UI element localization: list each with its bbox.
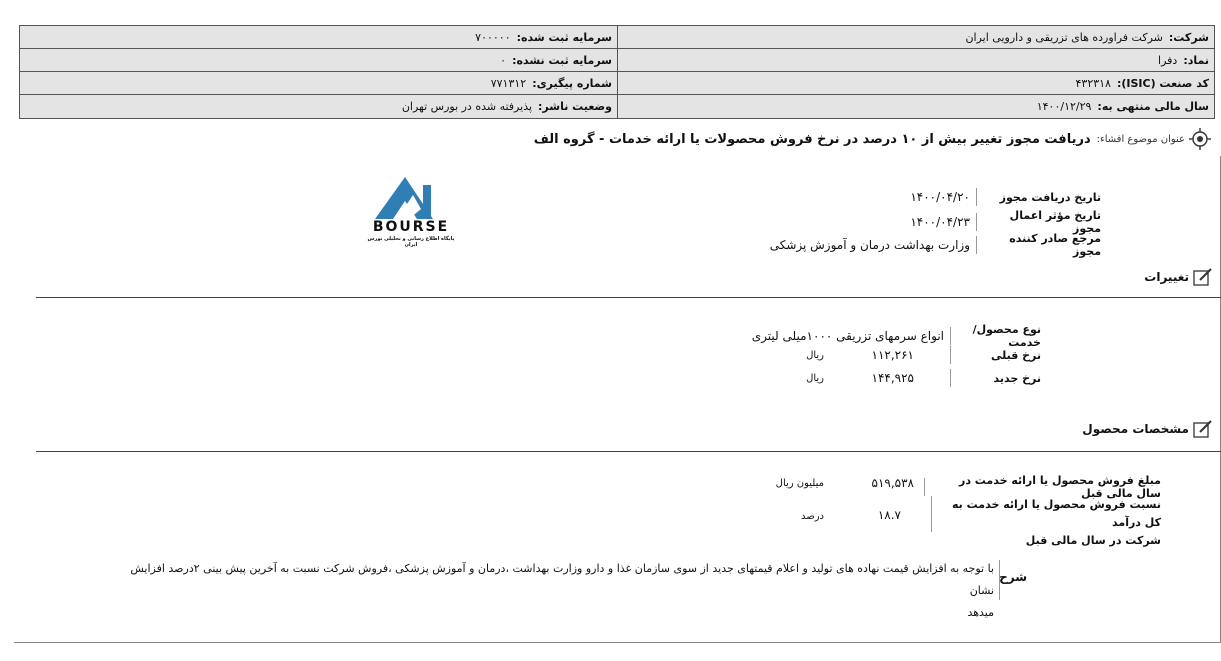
target-icon [1189, 128, 1211, 150]
info-row [20, 26, 1214, 49]
info-label: شرکت: [1168, 30, 1209, 44]
info-cell-right [617, 72, 1214, 94]
description-separator [999, 560, 1000, 600]
new-rate-value: ۱۴۴,۹۲۵ [871, 371, 914, 385]
ratio-value: ۱۸.۷ [877, 508, 901, 522]
info-value: ۰ [500, 53, 507, 67]
info-cell-left [20, 26, 617, 48]
product-label: نوع محصول/خدمت [972, 323, 1041, 349]
info-cell-left [20, 95, 617, 118]
issuer-row [770, 232, 1101, 258]
info-value: ۴۳۲۳۱۸ [1075, 76, 1111, 90]
bourse-logo [361, 175, 461, 247]
info-label: سال مالی منتهی به: [1097, 100, 1209, 113]
changes-title: تغییرات [1144, 268, 1213, 286]
info-row [20, 95, 1214, 118]
edit-icon [1193, 420, 1213, 438]
disclosure-subject [534, 128, 1211, 150]
edit-icon [1193, 268, 1213, 286]
description-line-1: با توجه به افزایش قیمت نهاده های تولید و اعلام قیمتهای جدید از سوی سازمان غذا و دارو وزارت بهداشت ،درمان و آموزش پزشکی ،فروش شرکت نسبت به آخرین پیش بینی ۲درصد افزایش نشان [130, 562, 994, 597]
ratio-row [925, 496, 1161, 550]
new-rate-row [944, 369, 1041, 387]
info-value: شرکت فراورده های تزریقی و دارویی ایران [965, 30, 1163, 44]
info-label: وضعیت ناشر: [538, 100, 612, 113]
info-row [20, 72, 1214, 95]
prev-rate-value: ۱۱۲,۲۶۱ [871, 348, 914, 362]
info-label: سرمایه ثبت نشده: [512, 53, 612, 67]
logo-brand: BOURSE [372, 219, 450, 235]
receipt-date-row [910, 188, 1101, 206]
description-label: شرح [999, 570, 1027, 584]
info-row [20, 49, 1214, 72]
info-label: سرمایه ثبت شده: [516, 30, 612, 44]
company-info-table [19, 25, 1215, 119]
specs-divider [36, 451, 1221, 452]
ratio-label-line-2: شرکت در سال مالی قبل [1025, 534, 1161, 547]
sales-unit: میلیون ریال [775, 478, 824, 489]
description-line-2: میدهد [967, 606, 994, 619]
issuer-label: مرجع صادر کننده مجوز [1009, 232, 1101, 258]
info-value: پذیرفته شده در بورس تهران [401, 100, 533, 113]
ratio-label-line-1: نسبت فروش محصول یا ارائه خدمت به کل درآمد [952, 498, 1161, 529]
new-rate-label: نرخ جدید [993, 371, 1041, 385]
info-label: نماد: [1183, 53, 1209, 67]
info-cell-left [20, 72, 617, 94]
subject-value: دریافت مجوز تغییر بیش از ۱۰ درصد در نرخ فروش محصولات یا ارائه خدمات - گروه الف [533, 131, 1091, 147]
info-cell-right [617, 49, 1214, 71]
info-label: شماره پیگیری: [532, 76, 612, 90]
prev-rate-row [944, 346, 1041, 364]
info-value: ۷۷۱۳۱۲ [490, 76, 527, 90]
specs-title: مشخصات محصول [1082, 420, 1213, 438]
prev-rate-label: نرخ قبلی [990, 348, 1041, 362]
receipt-date-value: ۱۴۰۰/۰۴/۲۰ [910, 190, 970, 204]
info-value: ۷۰۰۰۰۰ [475, 30, 511, 44]
info-label: کد صنعت (ISIC): [1116, 76, 1209, 90]
info-cell-right [617, 95, 1214, 118]
sales-label: مبلغ فروش محصول یا ارائه خدمت در سال مالی قبل [958, 474, 1161, 500]
prev-rate-unit: ریال [806, 350, 824, 361]
product-value: انواع سرمهای تزریقی ۱۰۰۰میلی لیتری [751, 329, 944, 343]
ratio-unit: درصد [800, 511, 824, 522]
description-text [114, 558, 994, 624]
new-rate-unit: ریال [806, 373, 824, 384]
info-cell-left [20, 49, 617, 71]
issuer-value: وزارت بهداشت درمان و آموزش پزشکی [769, 238, 970, 252]
subject-label: عنوان موضوع افشاء: [1096, 133, 1185, 145]
changes-divider [36, 297, 1221, 298]
info-value: دفرا [1158, 53, 1178, 67]
receipt-date-label: تاریخ دریافت مجوز [999, 190, 1101, 204]
info-cell-right [617, 26, 1214, 48]
logo-tagline: پایگاه اطلاع رسانی و تحلیلی بورس ایران [367, 236, 455, 248]
sales-value: ۵۱۹,۵۳۸ [871, 476, 914, 490]
effective-date-value: ۱۴۰۰/۰۴/۲۳ [910, 215, 970, 229]
info-value: ۱۴۰۰/۱۲/۲۹ [1036, 100, 1092, 113]
effective-date-label: تاریخ مؤثر اعمال مجوز [1009, 209, 1101, 235]
